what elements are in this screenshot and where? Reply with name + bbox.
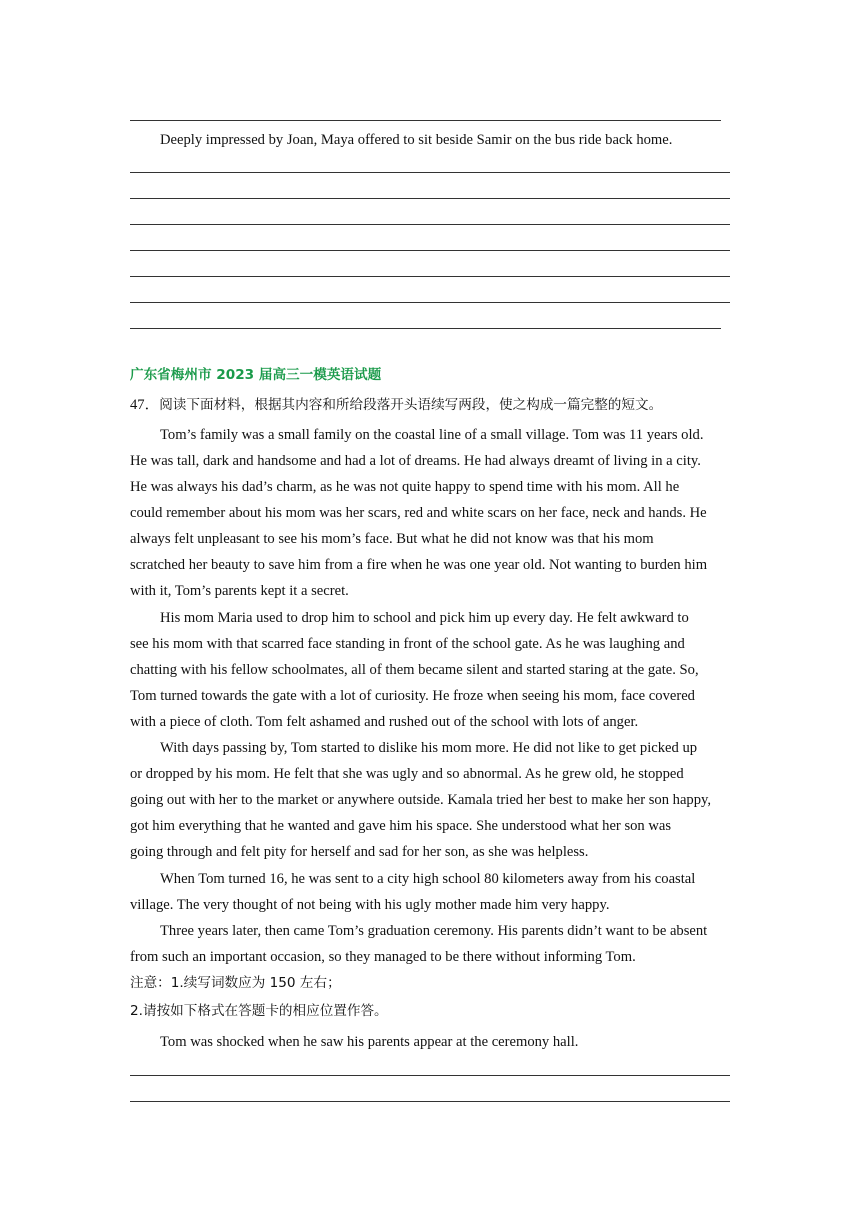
passage-line: With days passing by, Tom started to dislike his mom more. He did not like to get picked up [160, 740, 698, 756]
paragraph-start-sentence: Deeply impressed by Joan, Maya offered to sit beside Samir on the bus ride back home. [160, 132, 673, 148]
answer-line [130, 276, 730, 277]
paragraph-start-sentence: Tom was shocked when he saw his parents appear at the ceremony hall. [160, 1034, 579, 1050]
passage-line: going out with her to the market or anywhere outside. Kamala tried her best to make her son happy, [130, 792, 712, 808]
question-number: 47． [130, 397, 160, 413]
answer-line [130, 224, 730, 225]
passage-line: got him everything that he wanted and gave him his space. She understood what her son was [130, 818, 672, 834]
section-title: 广东省梅州市 2023 届高三一模英语试题 [130, 367, 382, 383]
answer-line [130, 198, 730, 199]
passage-line: His mom Maria used to drop him to school and pick him up every day. He felt awkward to [160, 610, 689, 626]
passage-line: He was always his dad’s charm, as he was not quite happy to spend time with his mom. All he [130, 479, 680, 495]
passage-line: village. The very thought of not being with his ugly mother made him very happy. [130, 897, 610, 913]
note-format: 2.请按如下格式在答题卡的相应位置作答。 [130, 1003, 388, 1019]
answer-line [130, 1075, 730, 1076]
passage-line: see his mom with that scarred face standing in front of the school gate. As he was laughing and [130, 636, 685, 652]
answer-line [130, 250, 730, 251]
passage-line: scratched her beauty to save him from a fire when he was one year old. Not wanting to burden him [130, 557, 708, 573]
passage-line: always felt unpleasant to see his mom’s face. But what he did not know was that his mom [130, 531, 654, 547]
passage-line: going through and felt pity for herself and sad for her son, as she was helpless. [130, 844, 589, 860]
passage-line: could remember about his mom was her scars, red and white scars on her face, neck and hands. He [130, 505, 707, 521]
passage-line: chatting with his fellow schoolmates, all of them became silent and started staring at the gate. So, [130, 662, 699, 678]
passage-line: Tom turned towards the gate with a lot of curiosity. He froze when seeing his mom, face covered [130, 688, 695, 704]
passage-line: with a piece of cloth. Tom felt ashamed and rushed out of the school with lots of anger. [130, 714, 639, 730]
passage-line: He was tall, dark and handsome and had a lot of dreams. He had always dreamt of living in a city. [130, 453, 701, 469]
answer-line [130, 172, 730, 173]
passage-line: When Tom turned 16, he was sent to a city high school 80 kilometers away from his coastal [160, 871, 696, 887]
instruction-text: 阅读下面材料，根据其内容和所给段落开头语续写两段，使之构成一篇完整的短文。 [159, 397, 663, 413]
answer-line [130, 120, 721, 121]
passage-line: Three years later, then came Tom’s graduation ceremony. His parents didn’t want to be absent [160, 923, 708, 939]
passage-line: from such an important occasion, so they managed to be there without informing Tom. [130, 949, 636, 965]
question-instruction [130, 396, 740, 414]
answer-line [130, 302, 730, 303]
answer-line [130, 1101, 730, 1102]
passage-line: Tom’s family was a small family on the coastal line of a small village. Tom was 11 years old. [160, 427, 704, 443]
note-word-count: 注意：1.续写词数应为 150 左右； [130, 975, 341, 991]
passage-line: or dropped by his mom. He felt that she was ugly and so abnormal. As he grew old, he stopped [130, 766, 684, 782]
answer-line [130, 328, 721, 329]
passage-line: with it, Tom’s parents kept it a secret. [130, 583, 349, 599]
